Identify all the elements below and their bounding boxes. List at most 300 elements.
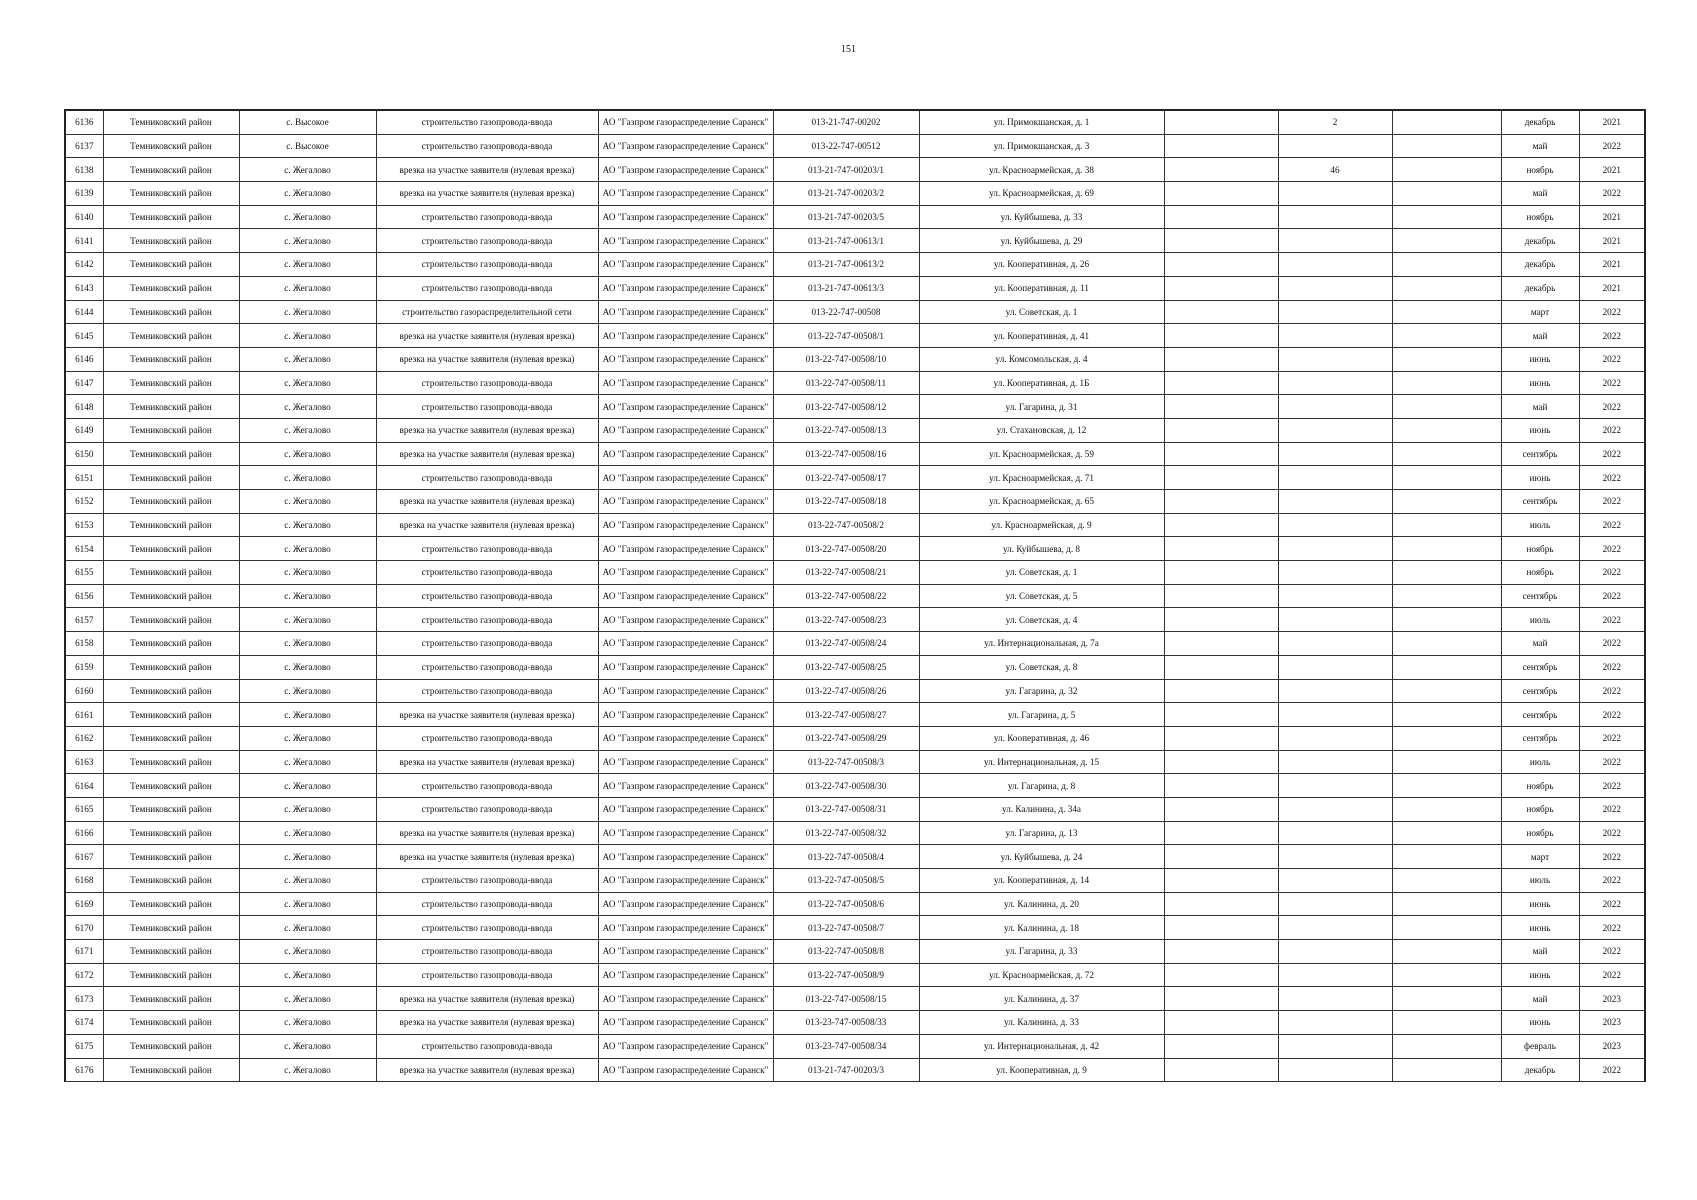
- extra-cell-1: [1164, 1011, 1278, 1035]
- table-row: [65, 490, 1645, 514]
- year-cell: 2022: [1579, 347, 1645, 371]
- month-cell: июль: [1501, 869, 1579, 893]
- contract-number-cell: 013-21-747-00613/1: [773, 229, 919, 253]
- extra-cell-1: [1164, 442, 1278, 466]
- contract-number-cell: 013-22-747-00508/10: [773, 347, 919, 371]
- year-cell: 2023: [1579, 1034, 1645, 1058]
- table-row: [65, 916, 1645, 940]
- quantity-cell: [1278, 537, 1392, 561]
- row-number-cell: 6159: [65, 655, 103, 679]
- quantity-cell: [1278, 490, 1392, 514]
- contract-number-cell: 013-22-747-00508/30: [773, 774, 919, 798]
- extra-cell-2: [1392, 300, 1501, 324]
- year-cell: 2022: [1579, 679, 1645, 703]
- extra-cell-2: [1392, 1058, 1501, 1082]
- contract-number-cell: 013-22-747-00508/26: [773, 679, 919, 703]
- extra-cell-1: [1164, 869, 1278, 893]
- organization-cell: АО "Газпром газораспределение Саранск": [598, 110, 773, 134]
- district-cell: Темниковский район: [103, 655, 239, 679]
- contract-number-cell: 013-22-747-00508/21: [773, 561, 919, 585]
- work-type-cell: врезка на участке заявителя (нулевая врезка): [376, 490, 598, 514]
- address-cell: ул. Калинина, д. 18: [919, 916, 1164, 940]
- extra-cell-1: [1164, 205, 1278, 229]
- year-cell: 2022: [1579, 750, 1645, 774]
- extra-cell-2: [1392, 940, 1501, 964]
- table-row: [65, 110, 1645, 134]
- quantity-cell: [1278, 418, 1392, 442]
- quantity-cell: [1278, 205, 1392, 229]
- organization-cell: АО "Газпром газораспределение Саранск": [598, 892, 773, 916]
- address-cell: ул. Кооперативная, д. 41: [919, 324, 1164, 348]
- organization-cell: АО "Газпром газораспределение Саранск": [598, 347, 773, 371]
- address-cell: ул. Советская, д. 8: [919, 655, 1164, 679]
- row-number-cell: 6156: [65, 584, 103, 608]
- month-cell: ноябрь: [1501, 821, 1579, 845]
- district-cell: Темниковский район: [103, 632, 239, 656]
- row-number-cell: 6136: [65, 110, 103, 134]
- quantity-cell: [1278, 774, 1392, 798]
- settlement-cell: с. Жегалово: [239, 182, 376, 206]
- extra-cell-2: [1392, 869, 1501, 893]
- work-type-cell: строительство газопровода-ввода: [376, 205, 598, 229]
- quantity-cell: [1278, 466, 1392, 490]
- extra-cell-1: [1164, 418, 1278, 442]
- settlement-cell: с. Жегалово: [239, 726, 376, 750]
- quantity-cell: [1278, 561, 1392, 585]
- organization-cell: АО "Газпром газораспределение Саранск": [598, 371, 773, 395]
- year-cell: 2022: [1579, 442, 1645, 466]
- year-cell: 2021: [1579, 205, 1645, 229]
- table-row: [65, 655, 1645, 679]
- contract-number-cell: 013-22-747-00508/20: [773, 537, 919, 561]
- table-row: [65, 987, 1645, 1011]
- year-cell: 2022: [1579, 395, 1645, 419]
- row-number-cell: 6149: [65, 418, 103, 442]
- year-cell: 2022: [1579, 963, 1645, 987]
- work-type-cell: строительство газопровода-ввода: [376, 679, 598, 703]
- organization-cell: АО "Газпром газораспределение Саранск": [598, 205, 773, 229]
- month-cell: сентябрь: [1501, 584, 1579, 608]
- settlement-cell: с. Жегалово: [239, 821, 376, 845]
- table-row: [65, 1034, 1645, 1058]
- table-body: [65, 110, 1645, 1082]
- table-row: [65, 703, 1645, 727]
- district-cell: Темниковский район: [103, 490, 239, 514]
- month-cell: сентябрь: [1501, 655, 1579, 679]
- quantity-cell: [1278, 916, 1392, 940]
- year-cell: 2022: [1579, 134, 1645, 158]
- month-cell: февраль: [1501, 1034, 1579, 1058]
- year-cell: 2022: [1579, 537, 1645, 561]
- address-cell: ул. Интернациональная, д. 7а: [919, 632, 1164, 656]
- work-type-cell: строительство газопровода-ввода: [376, 134, 598, 158]
- month-cell: май: [1501, 182, 1579, 206]
- year-cell: 2022: [1579, 182, 1645, 206]
- table-row: [65, 395, 1645, 419]
- month-cell: декабрь: [1501, 229, 1579, 253]
- settlement-cell: с. Жегалово: [239, 347, 376, 371]
- work-type-cell: строительство газопровода-ввода: [376, 110, 598, 134]
- row-number-cell: 6139: [65, 182, 103, 206]
- work-type-cell: строительство газопровода-ввода: [376, 797, 598, 821]
- row-number-cell: 6165: [65, 797, 103, 821]
- district-cell: Темниковский район: [103, 774, 239, 798]
- extra-cell-2: [1392, 490, 1501, 514]
- year-cell: 2022: [1579, 632, 1645, 656]
- contract-number-cell: 013-22-747-00508/13: [773, 418, 919, 442]
- row-number-cell: 6174: [65, 1011, 103, 1035]
- district-cell: Темниковский район: [103, 395, 239, 419]
- row-number-cell: 6150: [65, 442, 103, 466]
- settlement-cell: с. Жегалово: [239, 395, 376, 419]
- address-cell: ул. Гагарина, д. 33: [919, 940, 1164, 964]
- organization-cell: АО "Газпром газораспределение Саранск": [598, 324, 773, 348]
- extra-cell-2: [1392, 347, 1501, 371]
- contract-number-cell: 013-22-747-00508/9: [773, 963, 919, 987]
- quantity-cell: [1278, 703, 1392, 727]
- table-row: [65, 1058, 1645, 1082]
- month-cell: декабрь: [1501, 110, 1579, 134]
- organization-cell: АО "Газпром газораспределение Саранск": [598, 158, 773, 182]
- extra-cell-2: [1392, 632, 1501, 656]
- address-cell: ул. Комсомольская, д. 4: [919, 347, 1164, 371]
- extra-cell-1: [1164, 110, 1278, 134]
- address-cell: ул. Калинина, д. 33: [919, 1011, 1164, 1035]
- extra-cell-2: [1392, 797, 1501, 821]
- month-cell: май: [1501, 395, 1579, 419]
- year-cell: 2021: [1579, 276, 1645, 300]
- organization-cell: АО "Газпром газораспределение Саранск": [598, 537, 773, 561]
- contract-number-cell: 013-23-747-00508/33: [773, 1011, 919, 1035]
- district-cell: Темниковский район: [103, 300, 239, 324]
- contract-number-cell: 013-22-747-00508/2: [773, 513, 919, 537]
- extra-cell-1: [1164, 490, 1278, 514]
- month-cell: ноябрь: [1501, 774, 1579, 798]
- contract-number-cell: 013-22-747-00508/8: [773, 940, 919, 964]
- extra-cell-2: [1392, 584, 1501, 608]
- row-number-cell: 6144: [65, 300, 103, 324]
- row-number-cell: 6162: [65, 726, 103, 750]
- quantity-cell: [1278, 276, 1392, 300]
- month-cell: ноябрь: [1501, 158, 1579, 182]
- row-number-cell: 6161: [65, 703, 103, 727]
- extra-cell-1: [1164, 253, 1278, 277]
- organization-cell: АО "Газпром газораспределение Саранск": [598, 916, 773, 940]
- organization-cell: АО "Газпром газораспределение Саранск": [598, 229, 773, 253]
- year-cell: 2021: [1579, 158, 1645, 182]
- address-cell: ул. Интернациональная, д. 42: [919, 1034, 1164, 1058]
- extra-cell-2: [1392, 158, 1501, 182]
- quantity-cell: [1278, 253, 1392, 277]
- extra-cell-1: [1164, 276, 1278, 300]
- row-number-cell: 6152: [65, 490, 103, 514]
- district-cell: Темниковский район: [103, 371, 239, 395]
- district-cell: Темниковский район: [103, 134, 239, 158]
- organization-cell: АО "Газпром газораспределение Саранск": [598, 608, 773, 632]
- extra-cell-1: [1164, 371, 1278, 395]
- extra-cell-1: [1164, 703, 1278, 727]
- month-cell: сентябрь: [1501, 679, 1579, 703]
- year-cell: 2021: [1579, 110, 1645, 134]
- year-cell: 2022: [1579, 1058, 1645, 1082]
- extra-cell-2: [1392, 513, 1501, 537]
- district-cell: Темниковский район: [103, 987, 239, 1011]
- table-row: [65, 963, 1645, 987]
- table-row: [65, 324, 1645, 348]
- organization-cell: АО "Газпром газораспределение Саранск": [598, 418, 773, 442]
- address-cell: ул. Кооперативная, д. 1Б: [919, 371, 1164, 395]
- work-type-cell: строительство газопровода-ввода: [376, 940, 598, 964]
- address-cell: ул. Кооперативная, д. 11: [919, 276, 1164, 300]
- address-cell: ул. Стахановская, д. 12: [919, 418, 1164, 442]
- district-cell: Темниковский район: [103, 679, 239, 703]
- work-type-cell: строительство газопровода-ввода: [376, 869, 598, 893]
- work-type-cell: врезка на участке заявителя (нулевая врезка): [376, 845, 598, 869]
- table-row: [65, 537, 1645, 561]
- row-number-cell: 6147: [65, 371, 103, 395]
- month-cell: ноябрь: [1501, 537, 1579, 561]
- table-row: [65, 940, 1645, 964]
- extra-cell-1: [1164, 632, 1278, 656]
- month-cell: июнь: [1501, 892, 1579, 916]
- address-cell: ул. Гагарина, д. 8: [919, 774, 1164, 798]
- organization-cell: АО "Газпром газораспределение Саранск": [598, 726, 773, 750]
- quantity-cell: [1278, 442, 1392, 466]
- contract-number-cell: 013-22-747-00508/12: [773, 395, 919, 419]
- extra-cell-2: [1392, 916, 1501, 940]
- quantity-cell: [1278, 182, 1392, 206]
- address-cell: ул. Гагарина, д. 31: [919, 395, 1164, 419]
- district-cell: Темниковский район: [103, 750, 239, 774]
- address-cell: ул. Куйбышева, д. 29: [919, 229, 1164, 253]
- settlement-cell: с. Жегалово: [239, 490, 376, 514]
- work-type-cell: строительство газопровода-ввода: [376, 608, 598, 632]
- quantity-cell: [1278, 608, 1392, 632]
- settlement-cell: с. Жегалово: [239, 1058, 376, 1082]
- work-type-cell: строительство газопровода-ввода: [376, 253, 598, 277]
- extra-cell-2: [1392, 110, 1501, 134]
- quantity-cell: [1278, 134, 1392, 158]
- extra-cell-2: [1392, 371, 1501, 395]
- settlement-cell: с. Жегалово: [239, 229, 376, 253]
- extra-cell-1: [1164, 324, 1278, 348]
- contract-number-cell: 013-22-747-00508/24: [773, 632, 919, 656]
- month-cell: декабрь: [1501, 276, 1579, 300]
- contract-number-cell: 013-22-747-00508/5: [773, 869, 919, 893]
- quantity-cell: [1278, 655, 1392, 679]
- quantity-cell: [1278, 300, 1392, 324]
- month-cell: декабрь: [1501, 1058, 1579, 1082]
- settlement-cell: с. Жегалово: [239, 703, 376, 727]
- year-cell: 2022: [1579, 300, 1645, 324]
- extra-cell-2: [1392, 1011, 1501, 1035]
- month-cell: май: [1501, 134, 1579, 158]
- table-row: [65, 134, 1645, 158]
- settlement-cell: с. Жегалово: [239, 513, 376, 537]
- settlement-cell: с. Жегалово: [239, 253, 376, 277]
- year-cell: 2022: [1579, 940, 1645, 964]
- row-number-cell: 6143: [65, 276, 103, 300]
- extra-cell-2: [1392, 987, 1501, 1011]
- organization-cell: АО "Газпром газораспределение Саранск": [598, 300, 773, 324]
- settlement-cell: с. Жегалово: [239, 632, 376, 656]
- extra-cell-1: [1164, 655, 1278, 679]
- contract-number-cell: 013-22-747-00508/15: [773, 987, 919, 1011]
- month-cell: июнь: [1501, 418, 1579, 442]
- quantity-cell: [1278, 1011, 1392, 1035]
- extra-cell-2: [1392, 276, 1501, 300]
- settlement-cell: с. Жегалово: [239, 750, 376, 774]
- quantity-cell: [1278, 513, 1392, 537]
- address-cell: ул. Гагарина, д. 5: [919, 703, 1164, 727]
- district-cell: Темниковский район: [103, 513, 239, 537]
- extra-cell-1: [1164, 916, 1278, 940]
- district-cell: Темниковский район: [103, 229, 239, 253]
- extra-cell-2: [1392, 253, 1501, 277]
- year-cell: 2021: [1579, 253, 1645, 277]
- month-cell: ноябрь: [1501, 205, 1579, 229]
- table-row: [65, 300, 1645, 324]
- settlement-cell: с. Жегалово: [239, 537, 376, 561]
- settlement-cell: с. Жегалово: [239, 963, 376, 987]
- contract-number-cell: 013-22-747-00508/11: [773, 371, 919, 395]
- quantity-cell: [1278, 892, 1392, 916]
- address-cell: ул. Примокшанская, д. 1: [919, 110, 1164, 134]
- extra-cell-2: [1392, 561, 1501, 585]
- table-row: [65, 158, 1645, 182]
- year-cell: 2022: [1579, 584, 1645, 608]
- work-type-cell: строительство газопровода-ввода: [376, 655, 598, 679]
- work-type-cell: строительство газопровода-ввода: [376, 561, 598, 585]
- row-number-cell: 6153: [65, 513, 103, 537]
- contract-number-cell: 013-22-747-00508/6: [773, 892, 919, 916]
- district-cell: Темниковский район: [103, 797, 239, 821]
- extra-cell-2: [1392, 655, 1501, 679]
- extra-cell-2: [1392, 821, 1501, 845]
- month-cell: ноябрь: [1501, 797, 1579, 821]
- year-cell: 2022: [1579, 726, 1645, 750]
- extra-cell-2: [1392, 205, 1501, 229]
- district-cell: Темниковский район: [103, 110, 239, 134]
- settlement-cell: с. Жегалово: [239, 371, 376, 395]
- settlement-cell: с. Жегалово: [239, 940, 376, 964]
- extra-cell-1: [1164, 395, 1278, 419]
- extra-cell-1: [1164, 797, 1278, 821]
- year-cell: 2022: [1579, 608, 1645, 632]
- year-cell: 2022: [1579, 916, 1645, 940]
- extra-cell-2: [1392, 703, 1501, 727]
- extra-cell-2: [1392, 466, 1501, 490]
- row-number-cell: 6151: [65, 466, 103, 490]
- settlement-cell: с. Жегалово: [239, 774, 376, 798]
- month-cell: июль: [1501, 608, 1579, 632]
- year-cell: 2023: [1579, 1011, 1645, 1035]
- quantity-cell: [1278, 371, 1392, 395]
- extra-cell-1: [1164, 726, 1278, 750]
- organization-cell: АО "Газпром газораспределение Саранск": [598, 561, 773, 585]
- address-cell: ул. Куйбышева, д. 33: [919, 205, 1164, 229]
- month-cell: сентябрь: [1501, 726, 1579, 750]
- row-number-cell: 6146: [65, 347, 103, 371]
- row-number-cell: 6171: [65, 940, 103, 964]
- work-type-cell: врезка на участке заявителя (нулевая врезка): [376, 703, 598, 727]
- month-cell: июнь: [1501, 466, 1579, 490]
- quantity-cell: [1278, 324, 1392, 348]
- organization-cell: АО "Газпром газораспределение Саранск": [598, 442, 773, 466]
- year-cell: 2022: [1579, 561, 1645, 585]
- quantity-cell: [1278, 1034, 1392, 1058]
- work-type-cell: врезка на участке заявителя (нулевая врезка): [376, 1058, 598, 1082]
- year-cell: 2022: [1579, 490, 1645, 514]
- table-row: [65, 371, 1645, 395]
- extra-cell-2: [1392, 750, 1501, 774]
- settlement-cell: с. Жегалово: [239, 324, 376, 348]
- row-number-cell: 6140: [65, 205, 103, 229]
- organization-cell: АО "Газпром газораспределение Саранск": [598, 987, 773, 1011]
- settlement-cell: с. Жегалово: [239, 608, 376, 632]
- quantity-cell: [1278, 940, 1392, 964]
- row-number-cell: 6166: [65, 821, 103, 845]
- contract-number-cell: 013-21-747-00613/3: [773, 276, 919, 300]
- extra-cell-2: [1392, 134, 1501, 158]
- district-cell: Темниковский район: [103, 537, 239, 561]
- address-cell: ул. Куйбышева, д. 24: [919, 845, 1164, 869]
- address-cell: ул. Калинина, д. 34а: [919, 797, 1164, 821]
- extra-cell-1: [1164, 1034, 1278, 1058]
- settlement-cell: с. Высокое: [239, 110, 376, 134]
- extra-cell-1: [1164, 774, 1278, 798]
- month-cell: май: [1501, 632, 1579, 656]
- row-number-cell: 6142: [65, 253, 103, 277]
- settlement-cell: с. Жегалово: [239, 418, 376, 442]
- district-cell: Темниковский район: [103, 1034, 239, 1058]
- table-row: [65, 1011, 1645, 1035]
- extra-cell-2: [1392, 324, 1501, 348]
- address-cell: ул. Кооперативная, д. 46: [919, 726, 1164, 750]
- extra-cell-2: [1392, 442, 1501, 466]
- district-cell: Темниковский район: [103, 347, 239, 371]
- year-cell: 2022: [1579, 821, 1645, 845]
- contract-number-cell: 013-22-747-00508/18: [773, 490, 919, 514]
- address-cell: ул. Примокшанская, д. 3: [919, 134, 1164, 158]
- extra-cell-2: [1392, 774, 1501, 798]
- address-cell: ул. Красноармейская, д. 72: [919, 963, 1164, 987]
- address-cell: ул. Красноармейская, д. 69: [919, 182, 1164, 206]
- work-type-cell: строительство газопровода-ввода: [376, 276, 598, 300]
- table-row: [65, 442, 1645, 466]
- work-type-cell: врезка на участке заявителя (нулевая врезка): [376, 442, 598, 466]
- contract-number-cell: 013-22-747-00508/1: [773, 324, 919, 348]
- work-type-cell: врезка на участке заявителя (нулевая врезка): [376, 513, 598, 537]
- table-row: [65, 182, 1645, 206]
- extra-cell-2: [1392, 608, 1501, 632]
- contract-number-cell: 013-22-747-00508/16: [773, 442, 919, 466]
- organization-cell: АО "Газпром газораспределение Саранск": [598, 395, 773, 419]
- address-cell: ул. Красноармейская, д. 71: [919, 466, 1164, 490]
- settlement-cell: с. Жегалово: [239, 205, 376, 229]
- settlement-cell: с. Жегалово: [239, 1011, 376, 1035]
- settlement-cell: с. Жегалово: [239, 442, 376, 466]
- quantity-cell: [1278, 963, 1392, 987]
- settlement-cell: с. Жегалово: [239, 561, 376, 585]
- row-number-cell: 6163: [65, 750, 103, 774]
- work-type-cell: врезка на участке заявителя (нулевая врезка): [376, 750, 598, 774]
- settlement-cell: с. Жегалово: [239, 1034, 376, 1058]
- table-row: [65, 229, 1645, 253]
- work-type-cell: врезка на участке заявителя (нулевая врезка): [376, 347, 598, 371]
- address-cell: ул. Красноармейская, д. 9: [919, 513, 1164, 537]
- contract-number-cell: 013-22-747-00508/3: [773, 750, 919, 774]
